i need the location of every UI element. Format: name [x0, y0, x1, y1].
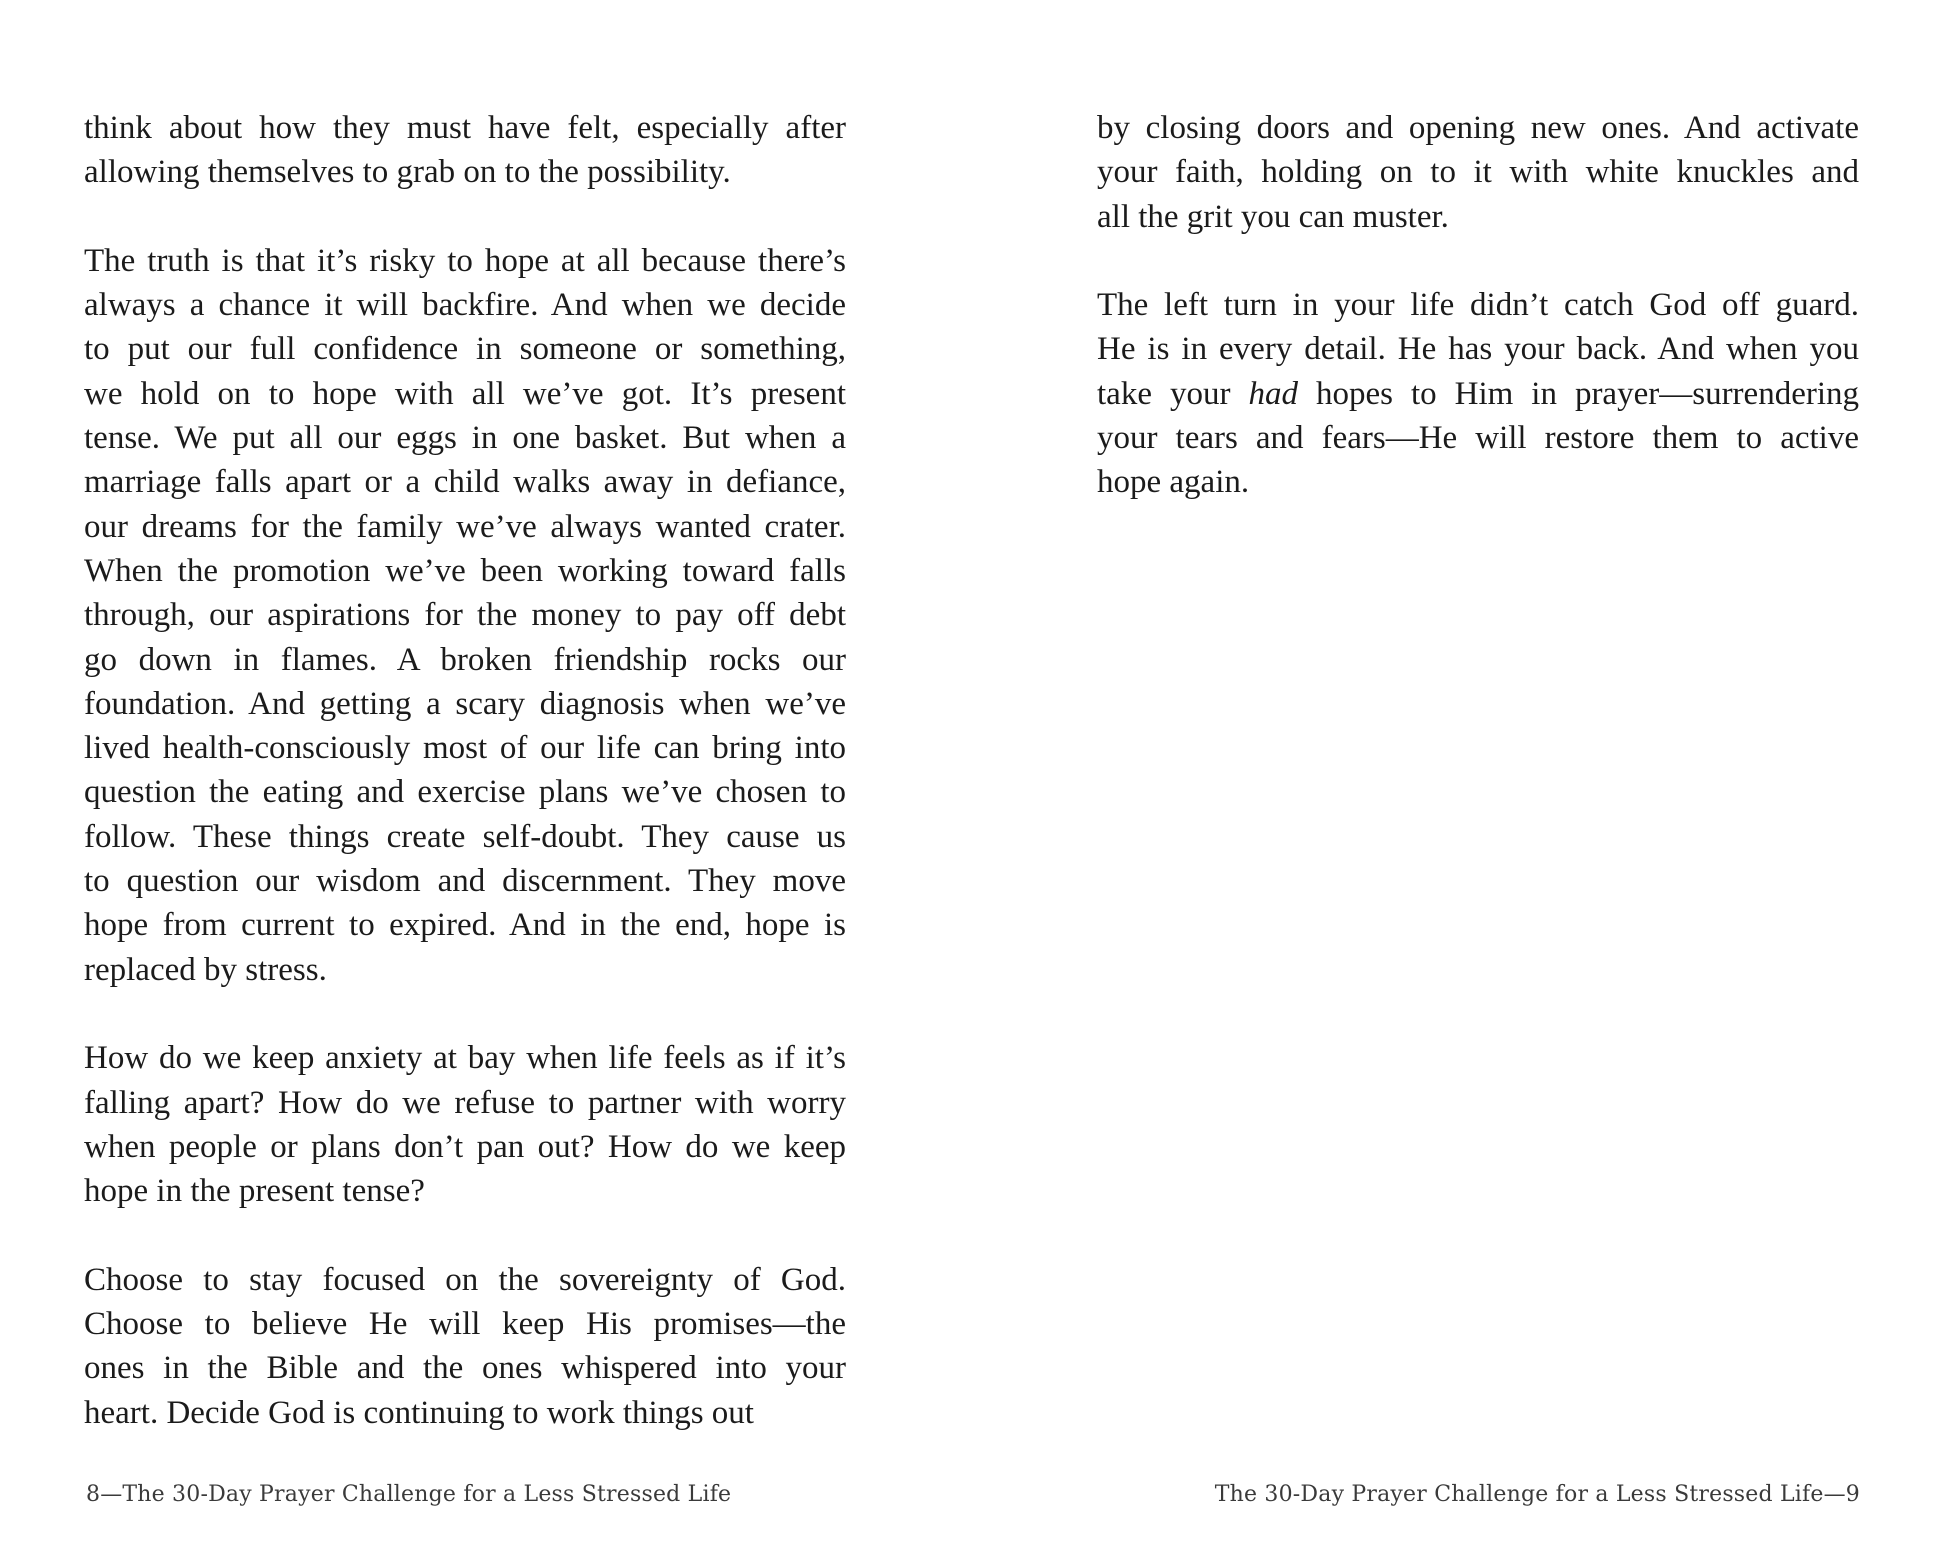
- text-line: take your had hopes to Him in prayer—surrendering: [1097, 375, 1859, 412]
- text-line: falling apart? How do we refuse to partner with worry: [84, 1084, 846, 1121]
- text-line: When the promotion we’ve been working toward falls: [84, 552, 846, 589]
- text-line: tense. We put all our eggs in one basket. But when a: [84, 420, 846, 457]
- text-line: your tears and fears—He will restore them to active: [1097, 420, 1859, 457]
- text-line: allowing themselves to grab on to the possibility.: [84, 154, 731, 191]
- text-line: heart. Decide God is continuing to work things out: [84, 1394, 754, 1431]
- text-line: when people or plans don’t pan out? How do we keep: [84, 1128, 846, 1165]
- text-line: How do we keep anxiety at bay when life feels as if it’s: [84, 1040, 846, 1077]
- text-line: marriage falls apart or a child walks away in defiance,: [84, 464, 846, 501]
- text-line: The left turn in your life didn’t catch God off guard.: [1097, 287, 1859, 324]
- right-page-body: [1097, 106, 1859, 505]
- text-line: ones in the Bible and the ones whispered into your: [84, 1350, 846, 1387]
- right-page-footer: The 30-Day Prayer Challenge for a Less Stressed Life—9: [1214, 1482, 1860, 1507]
- text-line: always a chance it will backfire. And when we decide: [84, 287, 846, 324]
- text-line: hope again.: [1097, 464, 1250, 501]
- text-line: through, our aspirations for the money to pay off debt: [84, 597, 846, 634]
- text-line: we hold on to hope with all we’ve got. It’s present: [84, 375, 846, 412]
- text-line: Choose to stay focused on the sovereignty of God.: [84, 1261, 846, 1298]
- text-line: The truth is that it’s risky to hope at all because there’s: [84, 242, 846, 279]
- text-line: question the eating and exercise plans we’ve chosen to: [84, 774, 846, 811]
- text-line: hope from current to expired. And in the end, hope is: [84, 907, 846, 944]
- text-line: to question our wisdom and discernment. They move: [84, 863, 846, 900]
- paragraph: [84, 106, 846, 195]
- text-line: our dreams for the family we’ve always wanted crater.: [84, 508, 846, 545]
- text-line: by closing doors and opening new ones. And activate: [1097, 110, 1859, 146]
- left-page-footer: 8—The 30-Day Prayer Challenge for a Less Stressed Life: [86, 1482, 732, 1507]
- text-line: replaced by stress.: [84, 951, 327, 988]
- text-line: to put our full confidence in someone or something,: [84, 331, 846, 368]
- text-line: foundation. And getting a scary diagnosis when we’ve: [84, 685, 846, 722]
- text-line: follow. These things create self-doubt. They cause us: [84, 818, 846, 855]
- text-line: think about how they must have felt, especially after: [84, 110, 846, 146]
- left-page-body: [84, 106, 846, 1435]
- text-line: He is in every detail. He has your back. And when you: [1097, 331, 1859, 368]
- paragraph: [84, 1258, 846, 1435]
- text-line: lived health-consciously most of our life can bring into: [84, 730, 846, 767]
- text-line: go down in flames. A broken friendship rocks our: [84, 641, 846, 678]
- paragraph: [84, 239, 846, 992]
- paragraph: [1097, 283, 1859, 504]
- text-line: Choose to believe He will keep His promises—the: [84, 1306, 846, 1343]
- text-line: hope in the present tense?: [84, 1173, 425, 1210]
- paragraph: [84, 1036, 846, 1213]
- paragraph: [1097, 106, 1859, 239]
- text-line: your faith, holding on to it with white knuckles and: [1097, 154, 1859, 191]
- text-line: all the grit you can muster.: [1097, 198, 1449, 235]
